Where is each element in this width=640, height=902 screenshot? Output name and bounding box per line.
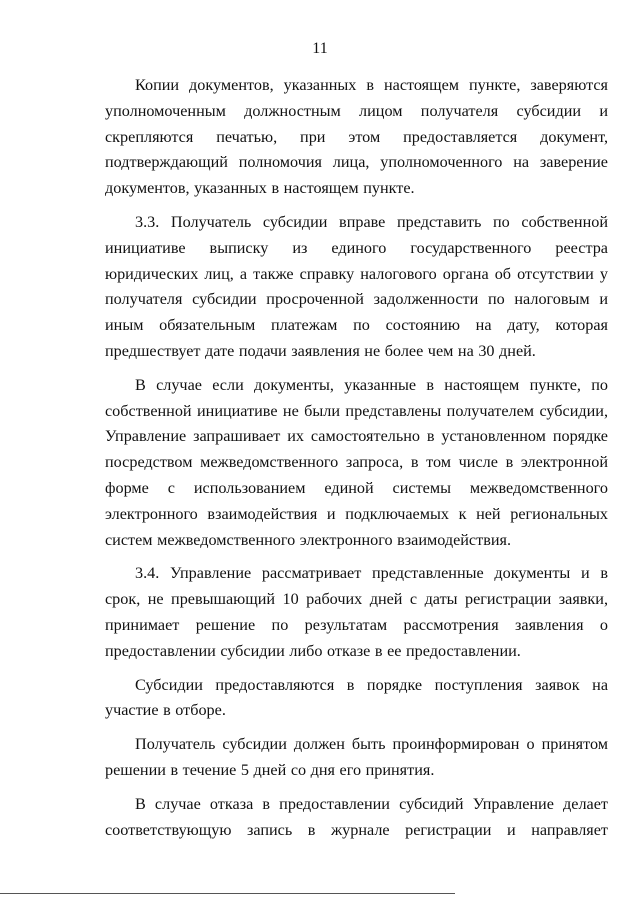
paragraph-order-of-receipt: Субсидии предоставляются в порядке поступления заявок на участие в отборе. (105, 675, 608, 720)
paragraph-notification: Получатель субсидии должен быть проинформирован о принятом решении в течение 5 дней со дня его принятия. (105, 735, 608, 779)
paragraph-copies-certification: Копии документов, указанных в настоящем пункте, заверяются уполномоченным должностным лицом получателя субсидии и скрепляются печатью, при этом предоставляется документ, подтверждающий полномочия лица, уполномоченного на заверение документов, указанных в настоящем пункте. (105, 76, 608, 198)
paragraph-3-4: 3.4. Управление рассматривает представленные документы и в срок, не превышающий 10 рабочих дней с даты регистрации заявки, принимает решение по результатам рассмотрения заявления о предоставлении субсидии либо отказе в ее предоставлении. (105, 564, 608, 660)
paragraph-refusal: В случае отказа в предоставлении субсидий Управление делает соответствующую запись в журнале регистрации и направляет (105, 794, 608, 839)
paragraph-3-3: 3.3. Получатель субсидии вправе представить по собственной инициативе выписку из единого государственного реестра юридических лиц, а также справку налогового органа об отсутствии у получателя субсидии просроченной задолженности по налоговым и иным обязательным платежам по состоянию на дату, которая предшествует дате подачи заявления не более чем на 30 дней. (105, 212, 608, 360)
document-body (105, 73, 608, 843)
bottom-rule (0, 893, 455, 894)
page-number: 11 (312, 40, 328, 57)
paragraph-interagency-request: В случае если документы, указанные в настоящем пункте, по собственной инициативе не были представлены получателем субсидии, Управление запрашивает их самостоятельно в установленном порядке посредством межведомственного запроса, в том числе в электронной форме с использованием единой системы межведомственного электронного взаимодействия и подключаемых к ней региональных систем межведомственного электронного взаимодействия. (105, 375, 608, 549)
